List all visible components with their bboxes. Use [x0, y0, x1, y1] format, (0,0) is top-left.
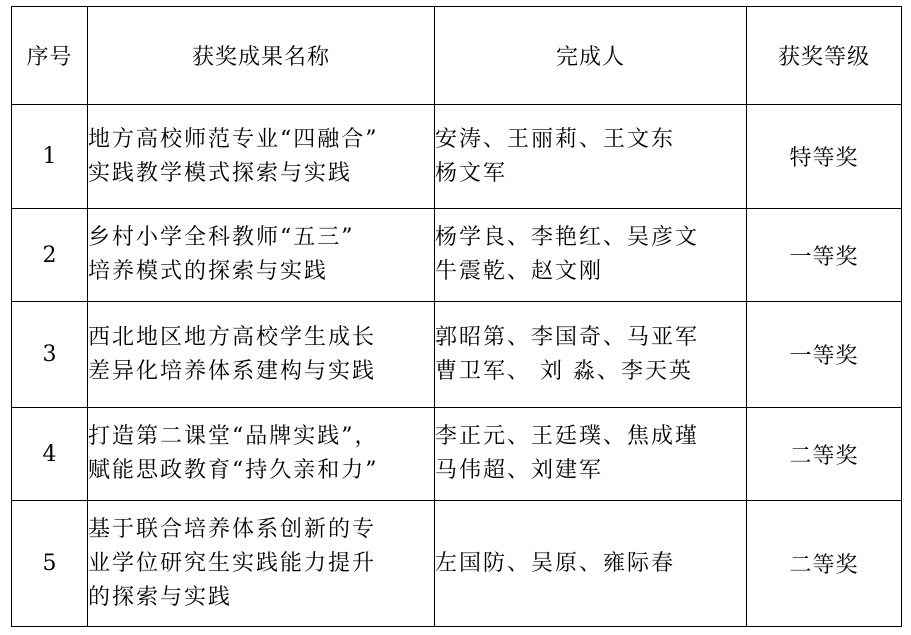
people-line: 郭昭第、李国奇、马亚军 — [435, 324, 700, 350]
row-people — [435, 501, 747, 627]
people-line: 左国防、吴原、雍际春 — [435, 550, 676, 576]
row-people — [435, 105, 747, 209]
row-award-level: 特等奖 — [747, 105, 902, 209]
people-line: 牛震乾、赵文刚 — [435, 259, 604, 284]
name-line: 的探索与实践 — [88, 584, 233, 610]
name-line: 业学位研究生实践能力提升 — [88, 550, 377, 576]
row-index: 1 — [12, 105, 88, 209]
table-row — [12, 105, 902, 209]
row-achievement-name — [88, 408, 435, 501]
name-line: 西北地区地方高校学生成长 — [88, 324, 377, 350]
row-people — [435, 209, 747, 302]
row-index: 5 — [12, 501, 88, 627]
name-line: 培养模式的探索与实践 — [88, 259, 329, 284]
table-row — [12, 501, 902, 627]
row-achievement-name — [88, 209, 435, 302]
row-achievement-name — [88, 105, 435, 209]
name-line: 乡村小学全科教师“五三” — [88, 225, 355, 250]
row-index: 3 — [12, 302, 88, 408]
table-row — [12, 302, 902, 408]
people-line: 杨学良、李艳红、吴彦文 — [435, 225, 700, 250]
row-achievement-name — [88, 501, 435, 627]
row-award-level: 二等奖 — [747, 408, 902, 501]
people-line: 曹卫军、 刘 淼、李天英 — [435, 358, 693, 384]
header-people: 完成人 — [435, 7, 747, 105]
row-award-level: 一等奖 — [747, 302, 902, 408]
table-row — [12, 408, 902, 501]
award-table — [11, 6, 902, 627]
row-award-level: 一等奖 — [747, 209, 902, 302]
people-line: 李正元、王廷璞、焦成瑾 — [435, 424, 700, 449]
name-line: 地方高校师范专业“四融合” — [88, 126, 379, 152]
header-index: 序号 — [12, 7, 88, 105]
people-line: 马伟超、刘建军 — [435, 458, 604, 483]
header-name: 获奖成果名称 — [88, 7, 435, 105]
name-line: 实践教学模式探索与实践 — [88, 160, 353, 186]
header-row — [12, 7, 902, 105]
row-award-level: 二等奖 — [747, 501, 902, 627]
name-line: 打造第二课堂“品牌实践”， — [88, 424, 379, 449]
row-index: 2 — [12, 209, 88, 302]
row-people — [435, 302, 747, 408]
table-row — [12, 209, 902, 302]
row-achievement-name — [88, 302, 435, 408]
name-line: 赋能思政教育“持久亲和力” — [88, 458, 379, 483]
name-line: 差异化培养体系建构与实践 — [88, 358, 377, 384]
row-people — [435, 408, 747, 501]
name-line: 基于联合培养体系创新的专 — [88, 516, 377, 542]
row-index: 4 — [12, 408, 88, 501]
people-line: 安涛、王丽莉、王文东 — [435, 126, 676, 152]
people-line: 杨文军 — [435, 160, 508, 186]
header-level: 获奖等级 — [747, 7, 902, 105]
